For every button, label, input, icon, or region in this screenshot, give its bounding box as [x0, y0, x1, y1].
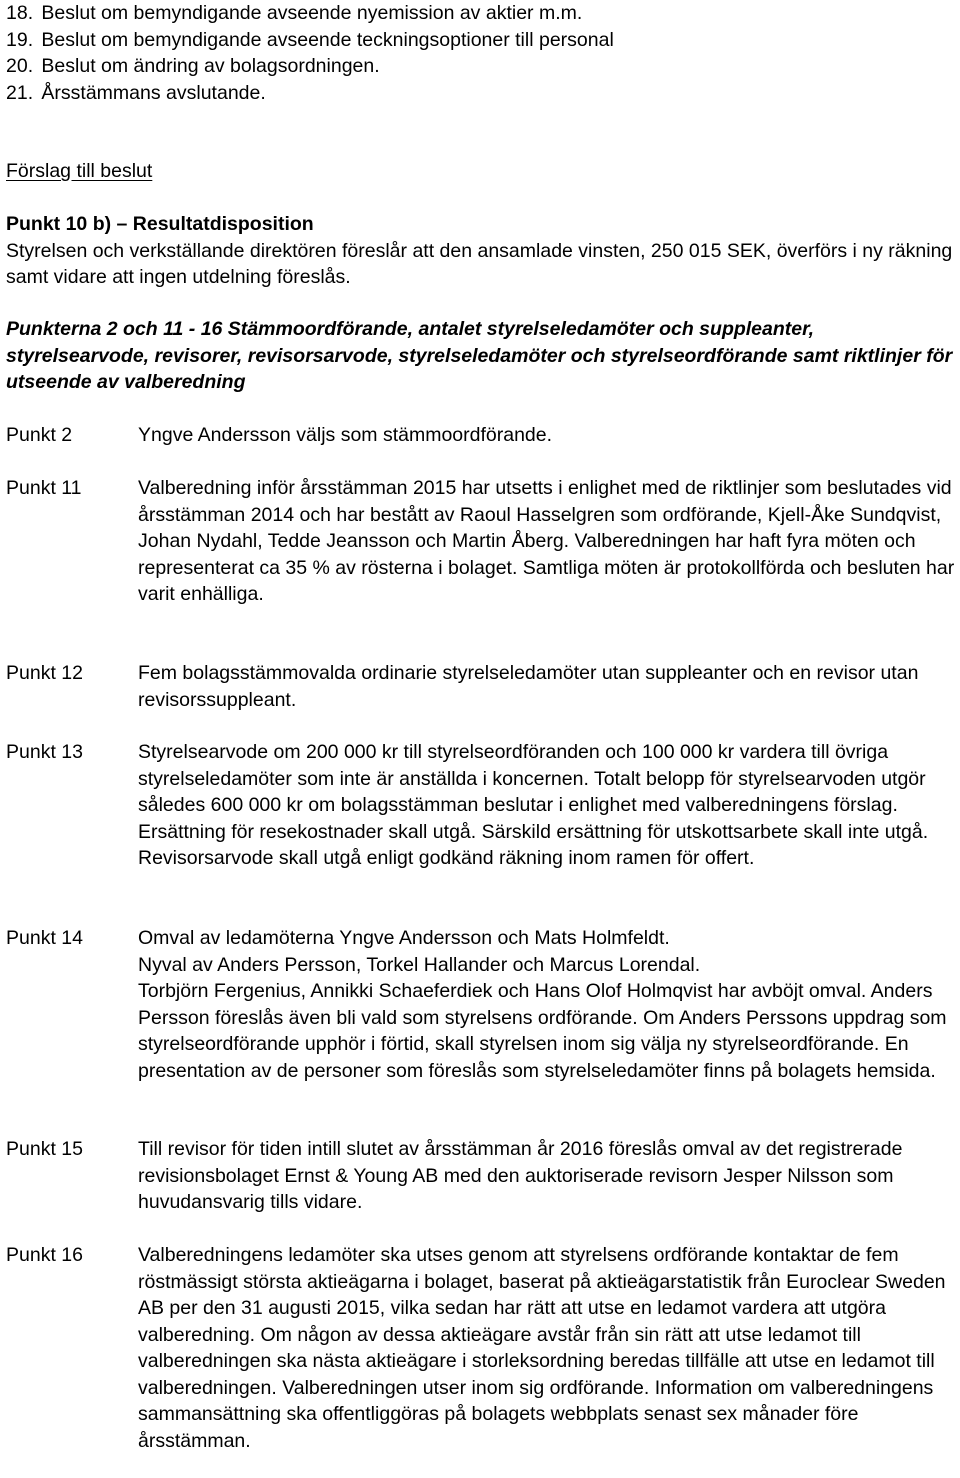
point-label: Punkt 2: [6, 424, 73, 446]
agenda-item-text: Årsstämmans avslutande.: [41, 81, 266, 104]
point-text: [138, 422, 960, 449]
agenda-item-number: 20.: [6, 55, 34, 77]
point-label: Punkt 14: [6, 927, 83, 949]
point-text: [138, 739, 960, 872]
punkt10-section: [6, 211, 956, 291]
punkt10-title: Punkt 10 b) – Resultatdisposition: [6, 213, 314, 235]
point-label: Punkt 12: [6, 662, 83, 684]
point-paragraph: Omval av ledamöterna Yngve Andersson och Mats Holmfeldt.: [138, 927, 670, 949]
combined-heading: Punkterna 2 och 11 - 16 Stämmoordförande, antalet styrelseledamöter och suppleanter, styrelsearvode, revisorer, revisorsarvode, styrelseledamöter och styrelseordförande samt riktlinjer för utseende av valberedning: [6, 318, 953, 393]
agenda-item-text: Beslut om bemyndigande avseende teckningsoptioner till personal: [41, 28, 614, 51]
proposal-heading: Förslag till beslut: [6, 160, 153, 182]
point-label: Punkt 16: [6, 1244, 83, 1266]
point-paragraph: Valberedningens ledamöter ska utses genom att styrelsens ordförande kontaktar de fem röstmässigt största aktieägarna i bolaget, baserat på aktieägarstatistik från Euroclear Sweden AB per den 31 augusti 2015, vilka sedan har rätt att utse en ledamot vardera att utgöra valberedning. Om någon av dessa aktieägare avstår från sin rätt att utse ledamot till valberedningen ska nästa aktieägare i storleksordning beredas tillfälle att utse en ledamot till valberedningen. Valberedningen utser inom sig ordförande. Information om valberedningens sammansättning ska offentliggöras på bolagets webbplats senast sex månader före årsstämman.: [138, 1244, 946, 1452]
document-page: [6, 0, 956, 1452]
agenda-item: [6, 0, 956, 27]
point-paragraph: Yngve Andersson väljs som stämmoordförande.: [138, 424, 553, 446]
agenda-item-text: Beslut om ändring av bolagsordningen.: [41, 55, 380, 77]
agenda-item: [6, 27, 956, 54]
point-label: Punkt 11: [6, 477, 82, 499]
point-text: [138, 660, 960, 713]
agenda-item: [6, 80, 956, 107]
point-paragraph: Torbjörn Fergenius, Annikki Schaeferdiek och Hans Olof Holmqvist har avböjt omval. Anders Persson föreslås även bli vald som styrelsens ordförande. Om Anders Perssons uppdrag som styrelseordförande upphör i förtid, skall styrelsen inom sig välja ny styrelseordförande. En presentation av de personer som föreslås som styrelseledamöter finns på bolagets hemsida.: [138, 980, 947, 1082]
agenda-item-number: 19.: [6, 28, 34, 51]
point-paragraph: Valberedning inför årsstämman 2015 har utsetts i enlighet med de riktlinjer som beslutades vid årsstämman 2014 och har bestått av Raoul Hasselgren som ordförande, Kjell-Åke Sundqvist, Johan Nydahl, Tedde Jeansson och Martin Åberg. Valberedningen har haft fyra möten och representerat ca 35 % av rösterna i bolaget. Samtliga möten är protokollförda och besluten har varit enhälliga.: [138, 477, 955, 605]
point-paragraph: Till revisor för tiden intill slutet av årsstämman år 2016 föreslås omval av det registrerade revisionsbolaget Ernst & Young AB med den auktoriserade revisorn Jesper Nilsson som huvudansvarig tills vidare.: [138, 1138, 903, 1213]
agenda-item-number: 18.: [6, 2, 34, 24]
punkt10-text: Styrelsen och verkställande direktören föreslår att den ansamlade vinsten, 250 015 SEK, överförs i ny räkning samt vidare att ingen utdelning föreslås.: [6, 239, 953, 288]
point-text: [138, 1242, 960, 1454]
point-label: Punkt 13: [6, 741, 83, 763]
agenda-list: [6, 0, 956, 106]
point-paragraph: Fem bolagsstämmovalda ordinarie styrelseledamöter utan suppleanter och en revisor utan revisorssuppleant.: [138, 662, 919, 711]
agenda-item: [6, 53, 956, 80]
agenda-item-text: Beslut om bemyndigande avseende nyemission av aktier m.m.: [41, 2, 583, 24]
point-text: [138, 475, 960, 608]
point-paragraph: Styrelsearvode om 200 000 kr till styrelseordföranden och 100 000 kr vardera till övriga styrelseledamöter som inte är anställda i koncernen. Totalt belopp för styrelsearvoden utgör således 600 000 kr om bolagsstämman beslutar i enlighet med valberedningens förslag. Ersättning för resekostnader skall utgå. Särskild ersättning för utskottsarbete skall inte utgå. Revisorsarvode skall utgå enligt godkänd räkning inom ramen för offert.: [138, 741, 929, 869]
point-text: [138, 925, 960, 1084]
point-label: Punkt 15: [6, 1138, 83, 1160]
point-paragraph: Nyval av Anders Persson, Torkel Hallander och Marcus Lorendal.: [138, 953, 701, 976]
point-text: [138, 1136, 960, 1216]
agenda-item-number: 21.: [6, 81, 34, 104]
